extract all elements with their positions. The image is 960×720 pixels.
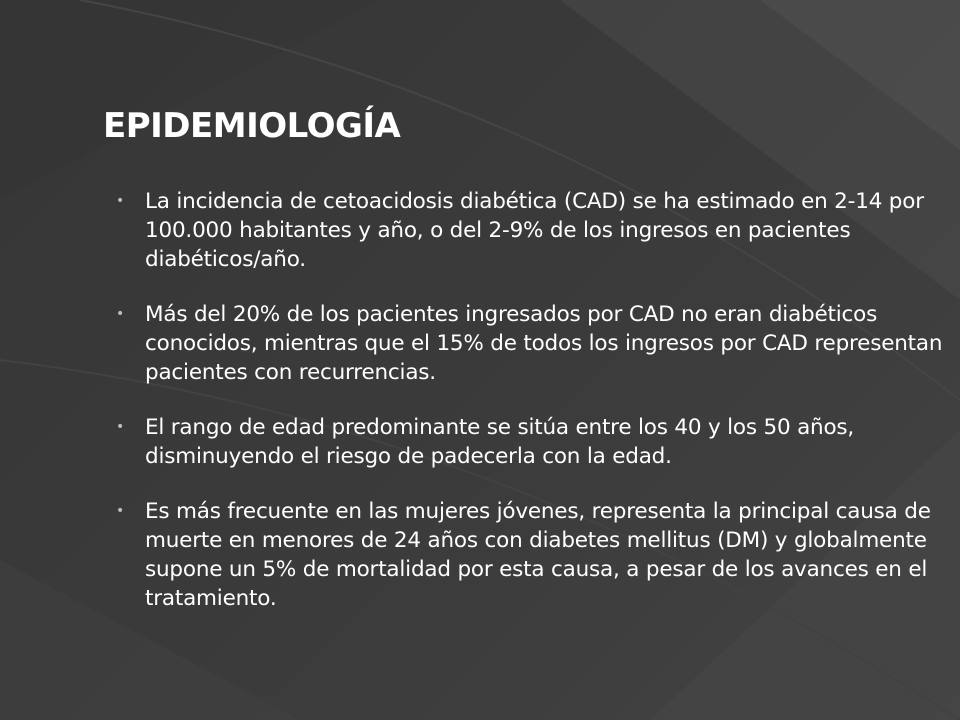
bullet-text: La incidencia de cetoacidosis diabética (CAD) se ha estimado en 2-14 por 100.000 habitantes y año, o del 2-9% de los ingresos en pacientes diabéticos/año. — [145, 189, 924, 272]
bullet-point-icon: • — [116, 193, 125, 209]
bullet-point-icon: • — [116, 419, 125, 435]
bullet-item — [116, 497, 946, 613]
bullet-item — [116, 300, 946, 387]
bullet-item — [116, 187, 946, 274]
bullet-point-icon: • — [116, 306, 125, 322]
bullet-item — [116, 413, 946, 471]
bullet-text: Más del 20% de los pacientes ingresados por CAD no eran diabéticos conocidos, mientras que el 15% de todos los ingresos por CAD representan pacientes con recurrencias. — [145, 302, 943, 385]
slide-title: EPIDEMIOLOGÍA — [103, 106, 401, 146]
bullet-point-icon: • — [116, 503, 125, 519]
bullet-text: Es más frecuente en las mujeres jóvenes, representa la principal causa de muerte en menores de 24 años con diabetes mellitus (DM) y globalmente supone un 5% de mortalidad por esta causa, a pesar de los avances en el tratamiento. — [145, 499, 931, 611]
bullet-list — [116, 187, 946, 639]
bullet-text: El rango de edad predominante se sitúa entre los 40 y los 50 años, disminuyendo el riesgo de padecerla con la edad. — [145, 415, 855, 469]
